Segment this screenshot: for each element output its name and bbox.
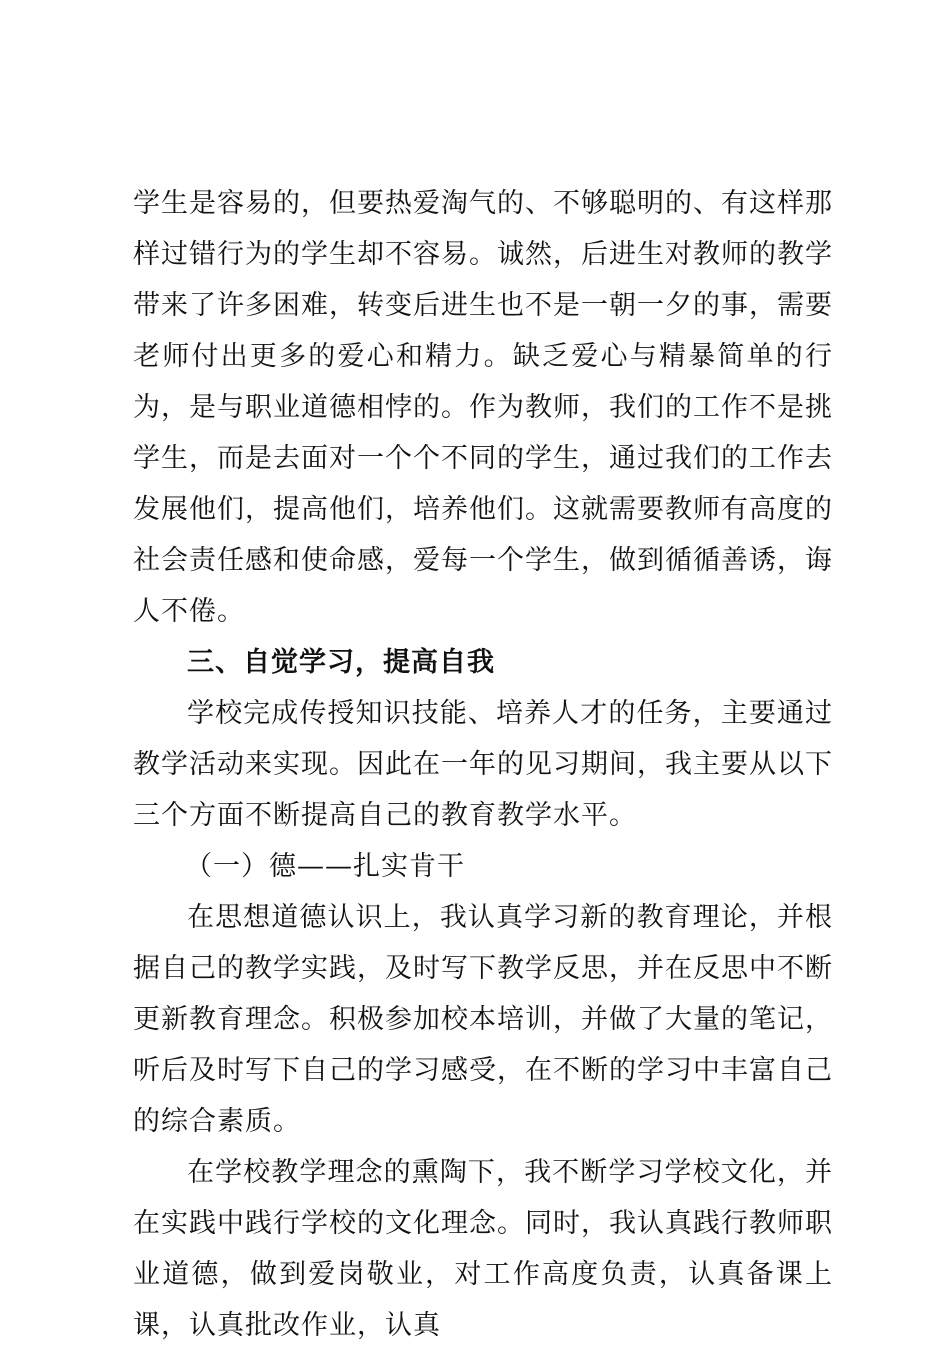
- paragraph-moral-1: 在思想道德认识上，我认真学习新的教育理论，并根据自己的教学实践，及时写下教学反思，并在反思中不断更新教育理念。积极参加校本培训，并做了大量的笔记，听后及时写下自己的学习感受，在不断的学习中丰富自己的综合素质。: [133, 902, 833, 1137]
- paragraph-continued: 学生是容易的，但要热爱淘气的、不够聪明的、有这样那样过错行为的学生却不容易。诚然，后进生对教师的教学带来了许多困难，转变后进生也不是一朝一夕的事，需要老师付出更多的爱心和精力。缺乏爱心与精暴简单的行为，是与职业道德相悖的。作为教师，我们的工作不是挑学生，而是去面对一个个不同的学生，通过我们的工作去发展他们，提高他们，培养他们。这就需要教师有高度的社会责任感和使命感，爱每一个学生，做到循循善诱，诲人不倦。: [133, 188, 833, 627]
- section-heading: 三、自觉学习，提高自我: [187, 647, 495, 678]
- paragraph-intro: 学校完成传授知识技能、培养人才的任务，主要通过教学活动来实现。因此在一年的见习期间，我主要从以下三个方面不断提高自己的教育教学水平。: [133, 698, 833, 831]
- subsection-heading: （一）德——扎实肯干: [185, 851, 465, 882]
- paragraph-moral-2: 在学校教学理念的熏陶下，我不断学习学校文化，并在实践中践行学校的文化理念。同时，我认真践行教师职业道德，做到爱岗敬业，对工作高度负责，认真备课上课，认真批改作业，认真: [133, 1157, 833, 1341]
- document-body: [133, 178, 833, 1351]
